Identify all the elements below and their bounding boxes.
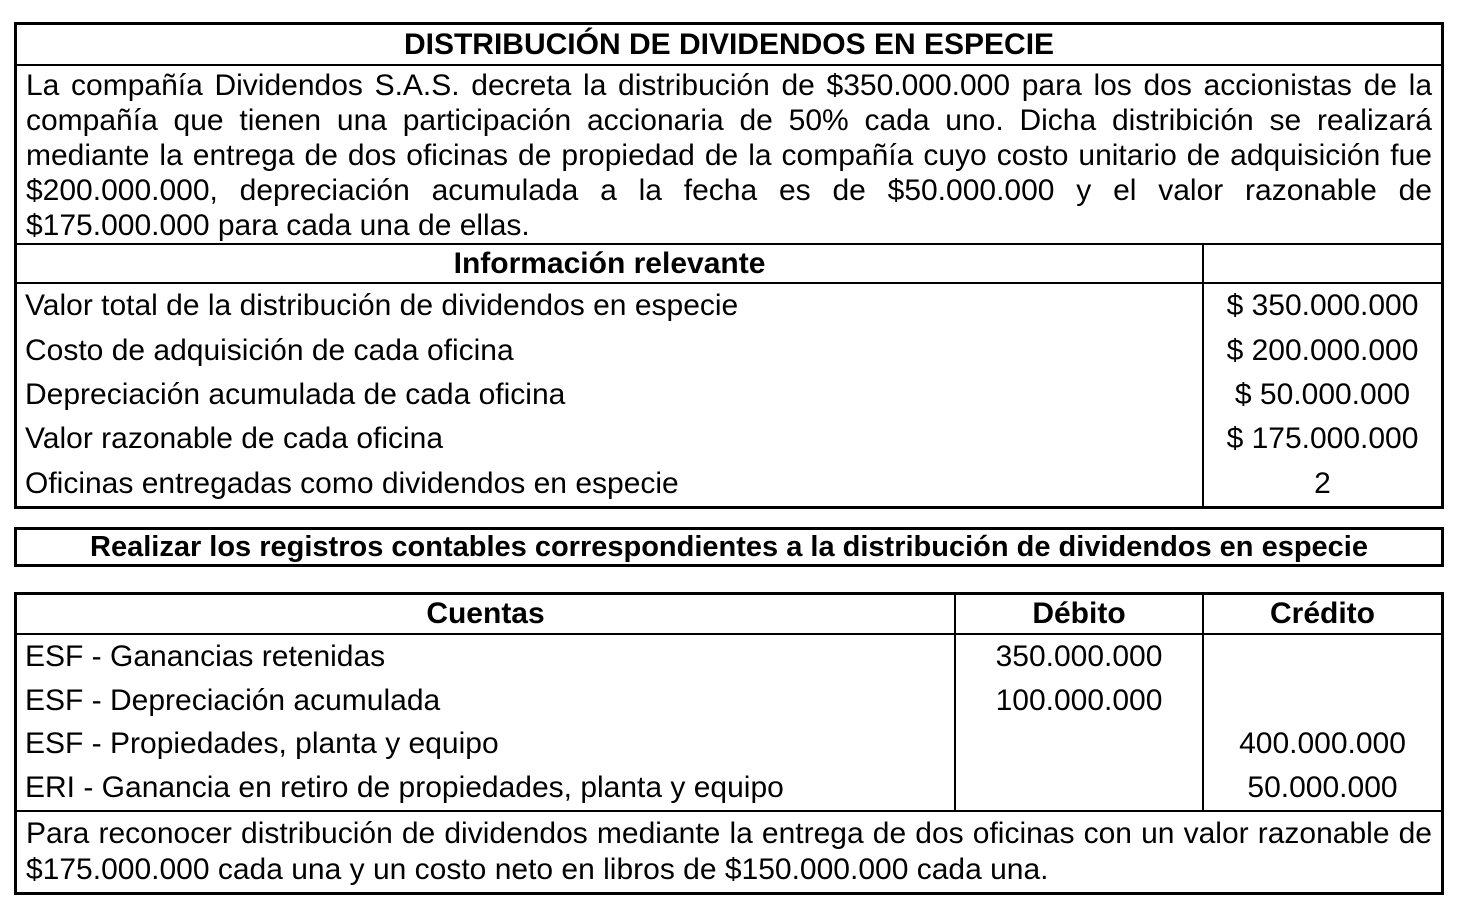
info-row-label: Costo de adquisición de cada oficina — [17, 328, 1204, 372]
info-rows — [17, 284, 1441, 506]
info-row-value: $ 350.000.000 — [1226, 289, 1419, 323]
info-header-empty-cell — [1204, 245, 1441, 282]
task-banner-text: Realizar los registros contables correspondientes a la distribución de dividendos en especie — [90, 530, 1368, 563]
journal-credit-cell: 400.000.000 — [1239, 727, 1406, 761]
case-description: La compañía Dividendos S.A.S. decreta la distribución de $350.000.000 para los dos accionistas de la compañía que tienen una participación accionaria de 50% cada uno. Dicha distribición se realizará mediante la entrega de dos oficinas de propiedad de la compañía cuyo costo unitario de adquisición fue $200.000.000, depreciación acumulada a la fecha es de $50.000.000 y el valor razonable de $175.000.000 para cada una de ellas. — [17, 66, 1441, 245]
info-row — [17, 284, 1441, 328]
journal-credit-cell: 50.000.000 — [1247, 771, 1398, 805]
journal-header-debito: Débito — [956, 595, 1204, 633]
journal-header-credito: Crédito — [1270, 597, 1375, 630]
info-header-label: Información relevante — [17, 245, 1204, 282]
info-row — [17, 462, 1441, 506]
info-header-row — [17, 245, 1441, 284]
info-row-label: Depreciación acumulada de cada oficina — [17, 373, 1204, 417]
journal-row — [17, 679, 1441, 723]
journal-row — [17, 635, 1441, 679]
info-row-value: $ 50.000.000 — [1234, 378, 1411, 412]
journal-account-cell: ESF - Depreciación acumulada — [17, 679, 956, 723]
info-row-label: Valor razonable de cada oficina — [17, 417, 1204, 461]
journal-header-cuentas: Cuentas — [17, 595, 956, 633]
journal-account-cell: ESF - Propiedades, planta y equipo — [17, 723, 956, 767]
case-title: DISTRIBUCIÓN DE DIVIDENDOS EN ESPECIE — [17, 25, 1441, 66]
journal-debit-cell — [956, 723, 1204, 767]
case-table — [14, 22, 1444, 509]
task-banner — [14, 527, 1444, 567]
journal-debit-cell: 350.000.000 — [956, 635, 1204, 679]
info-row-value: 2 — [1314, 466, 1331, 500]
journal-credit-cell — [1204, 679, 1441, 723]
journal-debit-cell — [956, 766, 1204, 810]
journal-rows — [17, 635, 1441, 812]
journal-credit-cell — [1204, 635, 1441, 679]
info-row — [17, 373, 1441, 417]
journal-note: Para reconocer distribución de dividendos mediante la entrega de dos oficinas con un valor razonable de $175.000.000 cada una y un costo neto en libros de $150.000.000 cada una. — [26, 817, 1432, 886]
info-row-label: Valor total de la distribución de dividendos en especie — [17, 284, 1204, 328]
journal-row — [17, 723, 1441, 767]
info-row-value: $ 200.000.000 — [1226, 333, 1419, 367]
info-row — [17, 417, 1441, 461]
journal-account-cell: ERI - Ganancia en retiro de propiedades, planta y equipo — [17, 766, 956, 810]
info-row-value: $ 175.000.000 — [1226, 422, 1419, 456]
info-row — [17, 328, 1441, 372]
journal-row — [17, 766, 1441, 810]
journal-debit-cell: 100.000.000 — [956, 679, 1204, 723]
journal-table — [14, 592, 1444, 895]
info-row-label: Oficinas entregadas como dividendos en especie — [17, 462, 1204, 506]
journal-account-cell: ESF - Ganancias retenidas — [17, 635, 956, 679]
journal-header-row — [17, 595, 1441, 635]
